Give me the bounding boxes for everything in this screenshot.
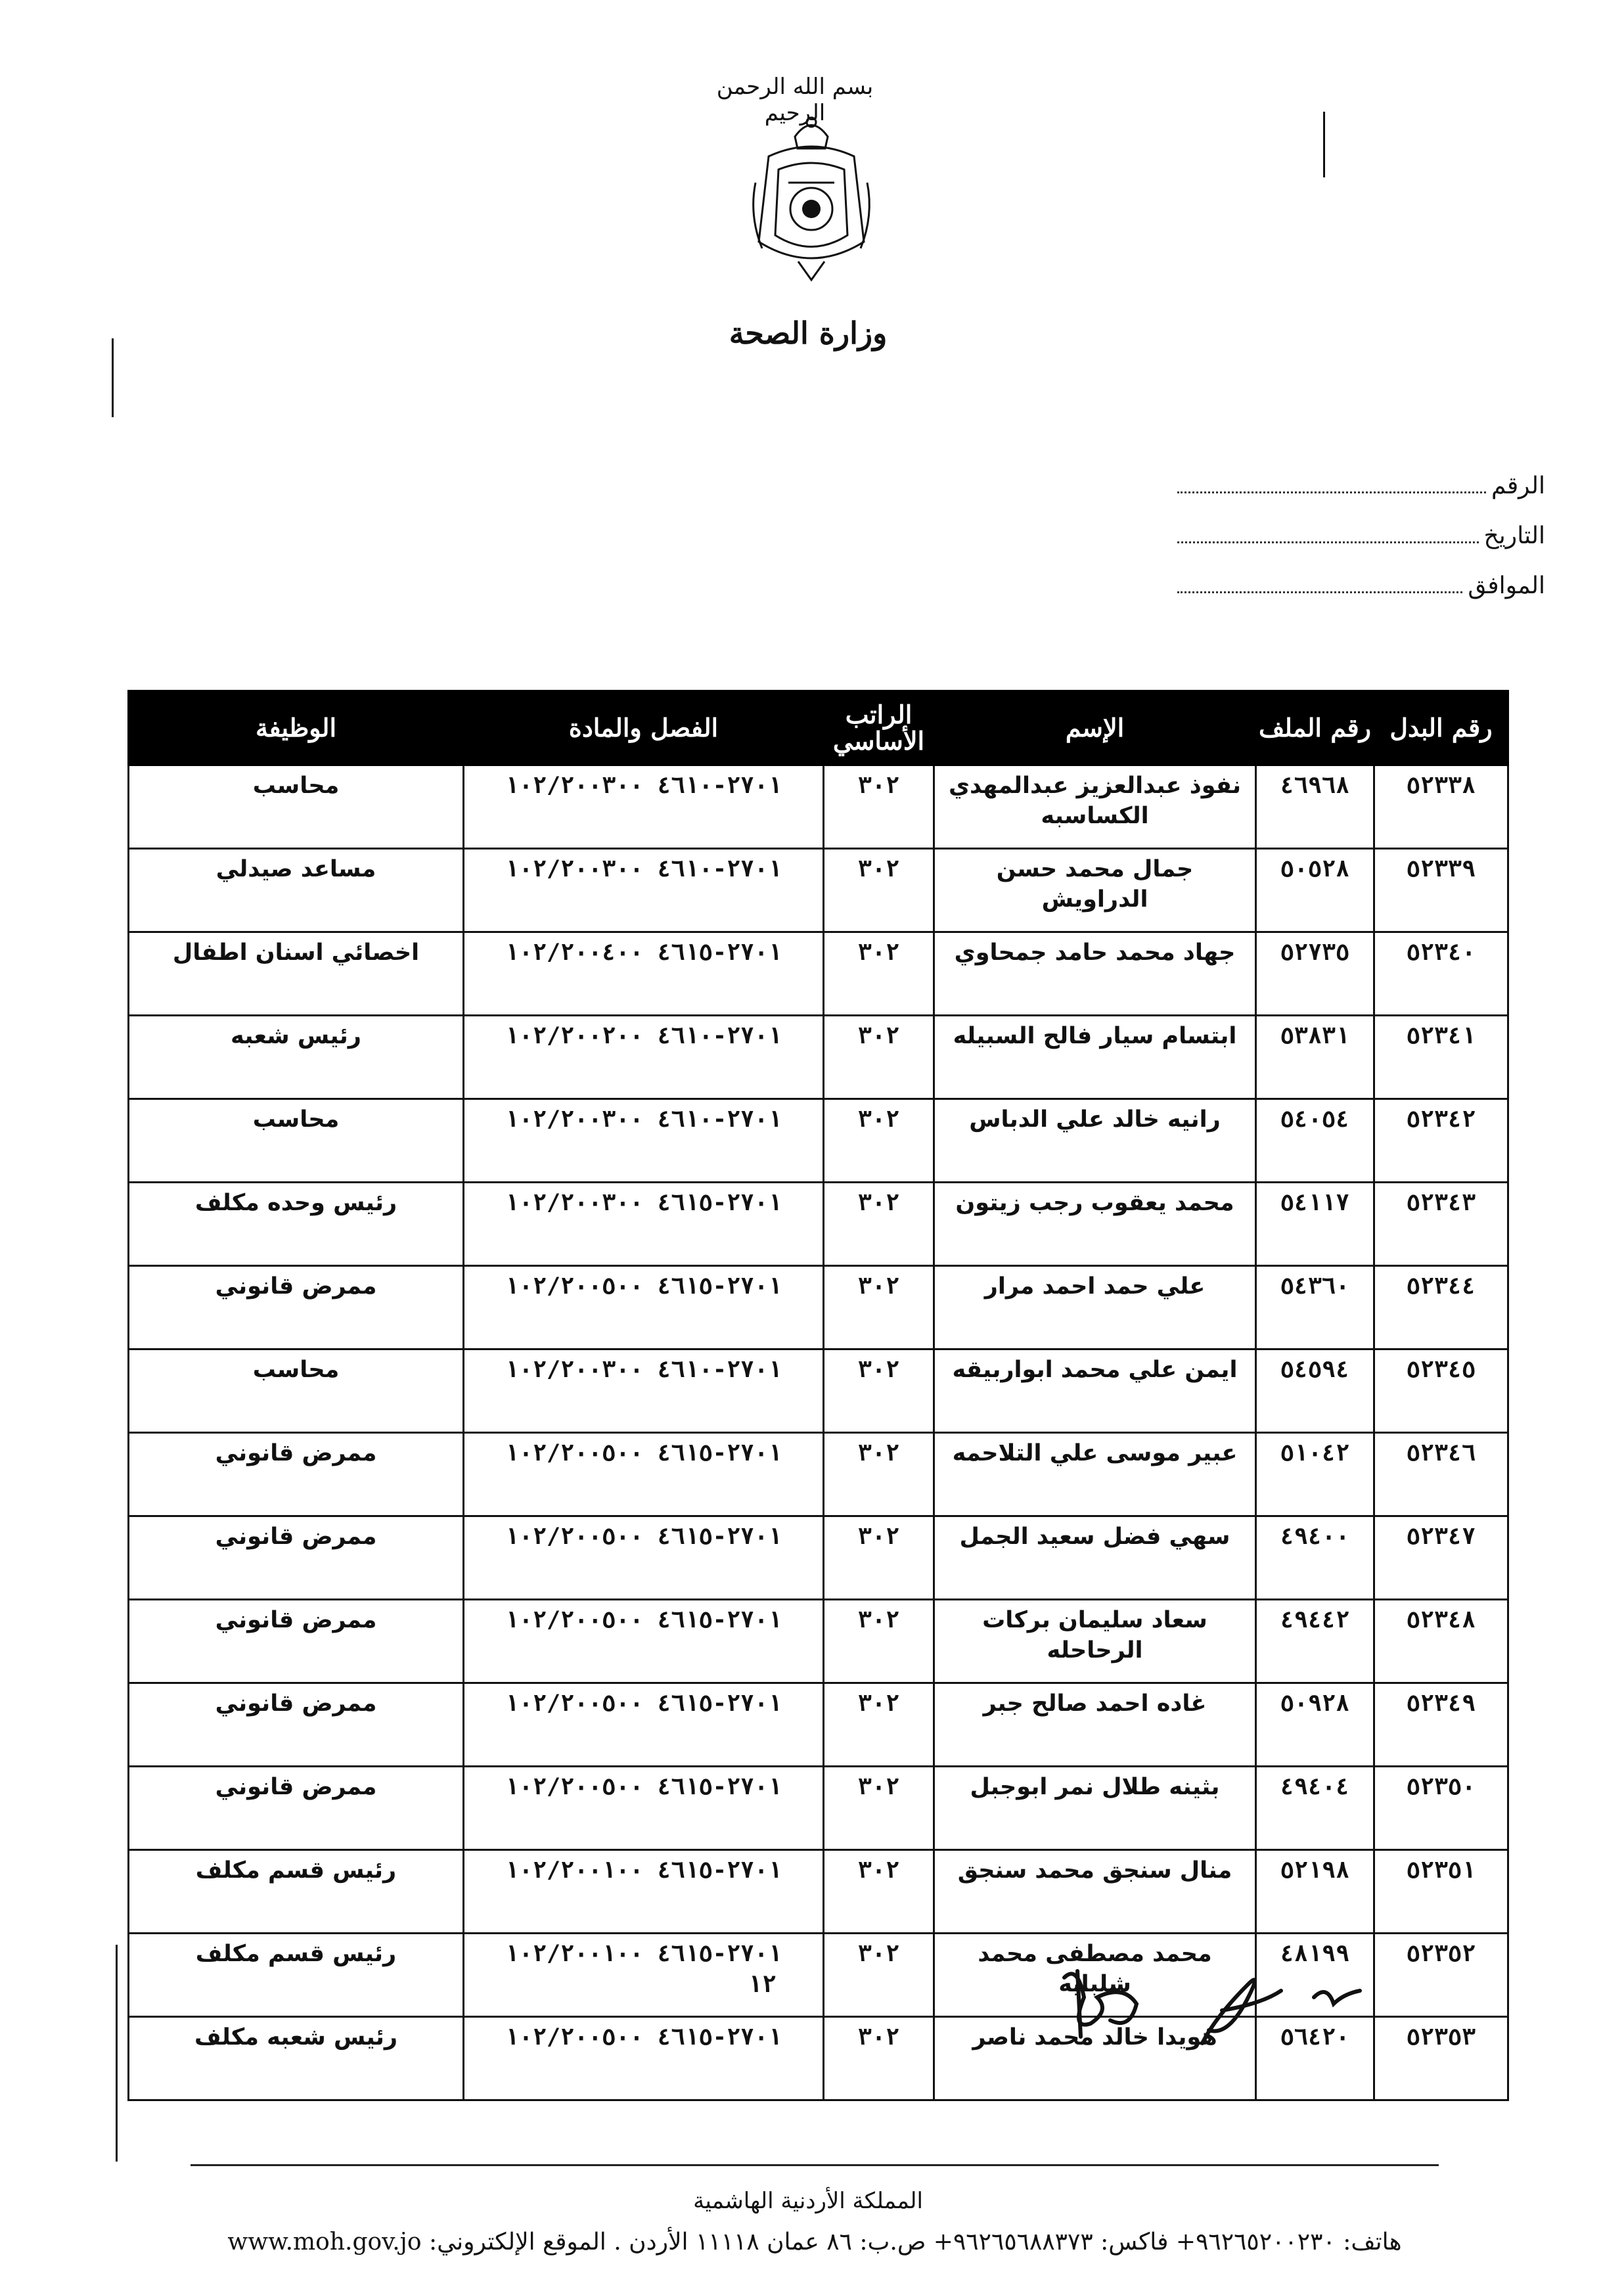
file-number-cell: ٥٢١٩٨ <box>1256 1850 1374 1934</box>
job-title-cell: محاسب <box>129 1099 464 1183</box>
table-row <box>129 1266 1508 1349</box>
handwritten-signatures-icon <box>1051 1958 1393 2056</box>
job-title-cell: ممرض قانوني <box>129 1266 464 1349</box>
ministry-title: وزارة الصحة <box>729 315 888 351</box>
employee-name-cell: ابتسام سيار فالح السبيله <box>934 1016 1256 1099</box>
column-header: رقم الملف <box>1256 691 1374 765</box>
basic-salary-cell: ٣٠٢ <box>824 1183 934 1266</box>
job-title-cell: ممرض قانوني <box>129 1600 464 1683</box>
file-number-cell: ٤٩٤٤٢ <box>1256 1600 1374 1683</box>
employee-name-cell: محمد مصطفى محمد شلبايه <box>934 1934 1256 2017</box>
employee-name-cell: ايمن علي محمد ابواربيقه <box>934 1349 1256 1433</box>
table-row <box>129 1850 1508 1934</box>
table-row <box>129 765 1508 849</box>
basmala: بسم الله الرحمن الرحيم <box>716 74 874 126</box>
chapter-item-cell: ٢٧٠١-٤٦١٥ ١٠٢/٢٠٠٣٠٠ <box>464 1183 824 1266</box>
basic-salary-cell: ٣٠٢ <box>824 1433 934 1516</box>
employee-name-cell: محمد يعقوب رجب زيتون <box>934 1183 1256 1266</box>
basic-salary-cell: ٣٠٢ <box>824 1850 934 1934</box>
file-number-cell: ٤٦٩٦٨ <box>1256 765 1374 849</box>
sequence-cell: ٥٢٣٣٩ <box>1374 849 1508 932</box>
file-number-cell: ٤٨١٩٩ <box>1256 1934 1374 2017</box>
basic-salary-cell: ٣٠٢ <box>824 765 934 849</box>
footer-country: المملكة الأردنية الهاشمية <box>693 2188 923 2214</box>
sequence-cell: ٥٢٣٥٣ <box>1374 2017 1508 2100</box>
job-title-cell: محاسب <box>129 1349 464 1433</box>
table-row <box>129 1516 1508 1600</box>
scan-artifact-line <box>1323 112 1325 177</box>
basic-salary-cell: ٣٠٢ <box>824 1099 934 1183</box>
column-header: الفصل والمادة <box>464 691 824 765</box>
sequence-cell: ٥٢٣٤٦ <box>1374 1433 1508 1516</box>
employee-name-cell: عبير موسى علي التلاحمه <box>934 1433 1256 1516</box>
file-number-cell: ٥٤٠٥٤ <box>1256 1099 1374 1183</box>
job-title-cell: رئيس قسم مكلف <box>129 1934 464 2017</box>
column-header: رقم البدل <box>1374 691 1508 765</box>
job-title-cell: اخصائي اسنان اطفال <box>129 932 464 1016</box>
table-row <box>129 1767 1508 1850</box>
employee-name-cell: منال سنجق محمد سنجق <box>934 1850 1256 1934</box>
sequence-cell: ٥٢٣٥١ <box>1374 1850 1508 1934</box>
reference-number-label: الرقم <box>1491 472 1545 499</box>
footer-divider <box>191 2164 1439 2166</box>
table-row <box>129 1016 1508 1099</box>
page-number: ١٢ <box>748 1971 777 1998</box>
employee-table <box>127 690 1509 2101</box>
scan-artifact-line <box>112 338 114 417</box>
job-title-cell: رئيس قسم مكلف <box>129 1850 464 1934</box>
corresponding-date-label: الموافق <box>1468 572 1545 599</box>
sequence-cell: ٥٢٣٣٨ <box>1374 765 1508 849</box>
employee-name-cell: جهاد محمد حامد جمحاوي <box>934 932 1256 1016</box>
chapter-item-cell: ٢٧٠١-٤٦١٥ ١٠٢/٢٠٠١٠٠ <box>464 1850 824 1934</box>
sequence-cell: ٥٢٣٤٤ <box>1374 1266 1508 1349</box>
chapter-item-cell: ٢٧٠١-٤٦١٥ ١٠٢/٢٠٠٥٠٠ <box>464 1433 824 1516</box>
employee-name-cell: سعاد سليمان بركات الرحاحله <box>934 1600 1256 1683</box>
column-header: الوظيفة <box>129 691 464 765</box>
sequence-cell: ٥٢٣٤٩ <box>1374 1683 1508 1767</box>
file-number-cell: ٥٤٣٦٠ <box>1256 1266 1374 1349</box>
chapter-item-cell: ٢٧٠١-٤٦١٥ ١٠٢/٢٠٠٥٠٠ <box>464 1767 824 1850</box>
chapter-item-cell: ٢٧٠١-٤٦١٠ ١٠٢/٢٠٠٣٠٠ <box>464 765 824 849</box>
scan-artifact-line <box>116 1945 118 2162</box>
table-row <box>129 1600 1508 1683</box>
chapter-item-cell: ٢٧٠١-٤٦١٥ ١٠٢/٢٠٠٥٠٠ <box>464 2017 824 2100</box>
chapter-item-cell: ٢٧٠١-٤٦١٥ ١٠٢/٢٠٠٥٠٠ <box>464 1516 824 1600</box>
chapter-item-cell: ٢٧٠١-٤٦١٠ ١٠٢/٢٠٠٣٠٠ <box>464 1349 824 1433</box>
basic-salary-cell: ٣٠٢ <box>824 1767 934 1850</box>
column-header: الإسم <box>934 691 1256 765</box>
employee-name-cell: جمال محمد حسن الدراويش <box>934 849 1256 932</box>
sequence-cell: ٥٢٣٤٨ <box>1374 1600 1508 1683</box>
jordan-coat-of-arms-icon <box>742 110 880 289</box>
file-number-cell: ٥٠٥٢٨ <box>1256 849 1374 932</box>
employee-name-cell: علي حمد احمد مرار <box>934 1266 1256 1349</box>
basic-salary-cell: ٣٠٢ <box>824 1683 934 1767</box>
sequence-cell: ٥٢٣٤٢ <box>1374 1099 1508 1183</box>
reference-number-row <box>1177 472 1545 522</box>
file-number-cell: ٥٤٥٩٤ <box>1256 1349 1374 1433</box>
reference-number-field <box>1177 472 1486 493</box>
corresponding-date-field <box>1177 572 1462 593</box>
basic-salary-cell: ٣٠٢ <box>824 1516 934 1600</box>
table-row <box>129 1349 1508 1433</box>
date-field <box>1177 522 1479 543</box>
date-label: التاريخ <box>1483 522 1545 549</box>
basic-salary-cell: ٣٠٢ <box>824 1600 934 1683</box>
table-row <box>129 1099 1508 1183</box>
chapter-item-cell: ٢٧٠١-٤٦١٠ ١٠٢/٢٠٠٢٠٠ <box>464 1016 824 1099</box>
table-row <box>129 1183 1508 1266</box>
sequence-cell: ٥٢٣٥٠ <box>1374 1767 1508 1850</box>
basic-salary-cell: ٣٠٢ <box>824 932 934 1016</box>
column-header: الراتب الأساسي <box>824 691 934 765</box>
job-title-cell: رئيس شعبه <box>129 1016 464 1099</box>
employee-name-cell: غاده احمد صالح جبر <box>934 1683 1256 1767</box>
basic-salary-cell: ٣٠٢ <box>824 2017 934 2100</box>
file-number-cell: ٥٣٨٣١ <box>1256 1016 1374 1099</box>
table-header-row <box>129 691 1508 765</box>
job-title-cell: رئيس شعبه مكلف <box>129 2017 464 2100</box>
employee-name-cell: بثينه طلال نمر ابوجبل <box>934 1767 1256 1850</box>
employee-name-cell: هويدا خالد محمد ناصر <box>934 2017 1256 2100</box>
chapter-item-cell: ٢٧٠١-٤٦١٥ ١٠٢/٢٠٠١٠٠ <box>464 1934 824 2017</box>
file-number-cell: ٥٢٧٣٥ <box>1256 932 1374 1016</box>
job-title-cell: ممرض قانوني <box>129 1516 464 1600</box>
chapter-item-cell: ٢٧٠١-٤٦١٥ ١٠٢/٢٠٠٥٠٠ <box>464 1266 824 1349</box>
reference-fields <box>1177 472 1545 622</box>
basic-salary-cell: ٣٠٢ <box>824 1266 934 1349</box>
chapter-item-cell: ٢٧٠١-٤٦١٥ ١٠٢/٢٠٠٥٠٠ <box>464 1683 824 1767</box>
job-title-cell: ممرض قانوني <box>129 1767 464 1850</box>
employee-name-cell: سهي فضل سعيد الجمل <box>934 1516 1256 1600</box>
chapter-item-cell: ٢٧٠١-٤٦١٠ ١٠٢/٢٠٠٣٠٠ <box>464 849 824 932</box>
basic-salary-cell: ٣٠٢ <box>824 1934 934 2017</box>
corresponding-date-row <box>1177 572 1545 622</box>
table-row <box>129 849 1508 932</box>
date-row <box>1177 522 1545 572</box>
file-number-cell: ٥٠٩٢٨ <box>1256 1683 1374 1767</box>
job-title-cell: محاسب <box>129 765 464 849</box>
chapter-item-cell: ٢٧٠١-٤٦١٥ ١٠٢/٢٠٠٤٠٠ <box>464 932 824 1016</box>
chapter-item-cell: ٢٧٠١-٤٦١٠ ١٠٢/٢٠٠٣٠٠ <box>464 1099 824 1183</box>
basic-salary-cell: ٣٠٢ <box>824 1016 934 1099</box>
job-title-cell: ممرض قانوني <box>129 1683 464 1767</box>
employee-name-cell: رانيه خالد علي الدباس <box>934 1099 1256 1183</box>
sequence-cell: ٥٢٣٤٣ <box>1374 1183 1508 1266</box>
job-title-cell: ممرض قانوني <box>129 1433 464 1516</box>
sequence-cell: ٥٢٣٥٢ <box>1374 1934 1508 2017</box>
file-number-cell: ٥٤١١٧ <box>1256 1183 1374 1266</box>
footer-contact: هاتف: ٩٦٢٦٥٢٠٠٢٣٠+ فاكس: ٩٦٢٦٥٦٨٨٣٧٣+ ص.ب: ٨٦ عمان ١١١١٨ الأردن . الموقع الإلكتروني: www.moh.gov.jo <box>227 2229 1402 2255</box>
sequence-cell: ٥٢٣٤٥ <box>1374 1349 1508 1433</box>
table-row <box>129 1433 1508 1516</box>
sequence-cell: ٥٢٣٤١ <box>1374 1016 1508 1099</box>
sequence-cell: ٥٢٣٤٧ <box>1374 1516 1508 1600</box>
employee-name-cell: نفوذ عبدالعزيز عبدالمهدي الكساسبه <box>934 765 1256 849</box>
basic-salary-cell: ٣٠٢ <box>824 1349 934 1433</box>
file-number-cell: ٥٦٤٢٠ <box>1256 2017 1374 2100</box>
file-number-cell: ٤٩٤٠٠ <box>1256 1516 1374 1600</box>
file-number-cell: ٥١٠٤٢ <box>1256 1433 1374 1516</box>
table-row <box>129 932 1508 1016</box>
table-row <box>129 1683 1508 1767</box>
basic-salary-cell: ٣٠٢ <box>824 849 934 932</box>
file-number-cell: ٤٩٤٠٤ <box>1256 1767 1374 1850</box>
job-title-cell: رئيس وحده مكلف <box>129 1183 464 1266</box>
job-title-cell: مساعد صيدلي <box>129 849 464 932</box>
sequence-cell: ٥٢٣٤٠ <box>1374 932 1508 1016</box>
chapter-item-cell: ٢٧٠١-٤٦١٥ ١٠٢/٢٠٠٥٠٠ <box>464 1600 824 1683</box>
